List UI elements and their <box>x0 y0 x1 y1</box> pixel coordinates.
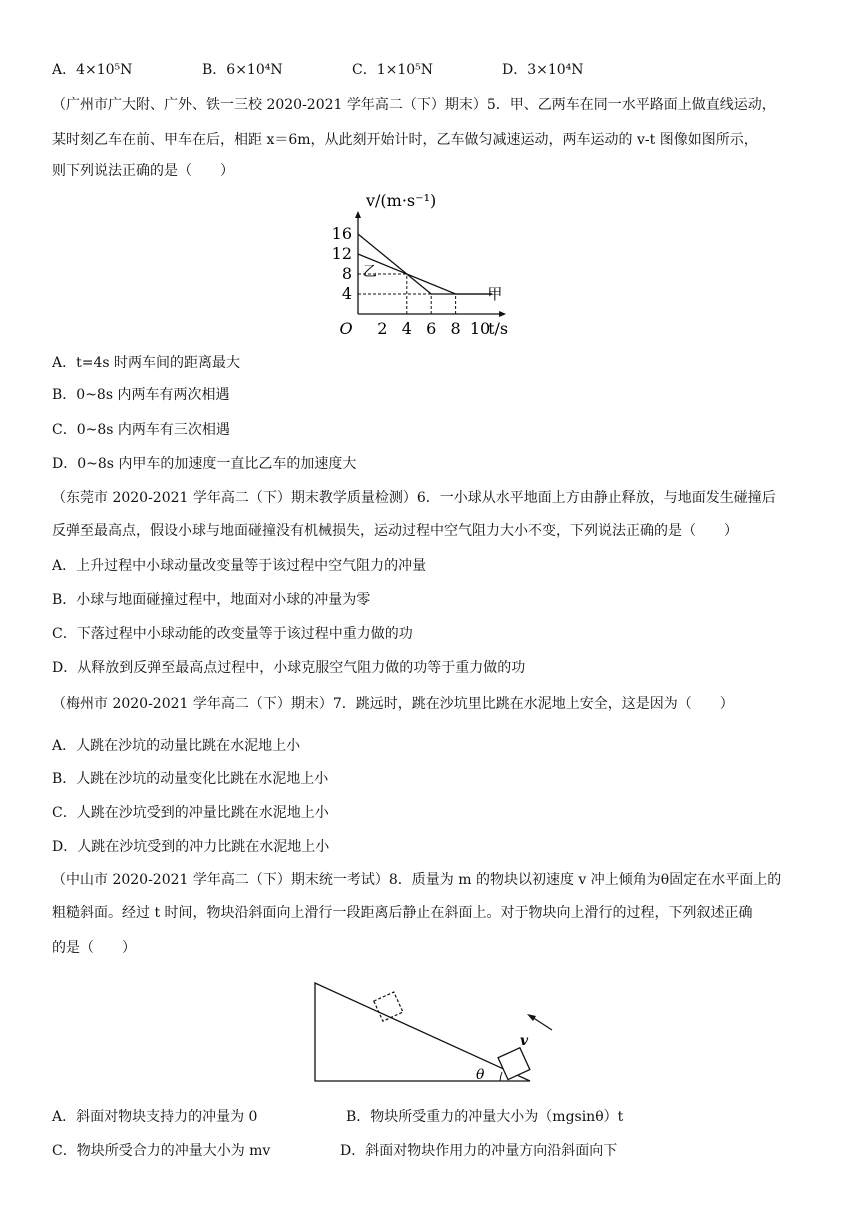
q5-option-c: C．0~8s 内两车有三次相遇 <box>52 422 230 438</box>
q5-option-a: A．t=4s 时两车间的距离最大 <box>52 355 241 371</box>
velocity-label: v <box>520 1033 529 1049</box>
y-tick-label-1: 8 <box>341 264 352 283</box>
q5-stem-line-2: 某时刻乙车在前、甲车在后，相距 x＝6m，从此刻开始计时，乙车做匀减速运动，两车运动的 v-t 图像如图所示， <box>52 132 758 148</box>
q8-option-c: C．物块所受合力的冲量大小为 mv <box>52 1143 271 1159</box>
incline-diagram <box>300 975 570 1090</box>
incline-triangle <box>315 983 530 1081</box>
x-tick-label-2: 6 <box>426 319 437 338</box>
series-label-jia: 甲 <box>487 285 503 303</box>
q7-option-d: D．人跳在沙坑受到的冲力比跳在水泥地上小 <box>52 839 330 855</box>
q7-option-a: A．人跳在沙坑的动量比跳在水泥地上小 <box>52 738 301 754</box>
x-tick-label-4: 10 <box>469 319 491 338</box>
velocity-arrowhead-icon <box>527 1014 536 1021</box>
y-tick-label-0: 4 <box>341 284 352 303</box>
q4-option-c: C．1×10⁵N <box>352 62 434 78</box>
q6-stem-line-2: 反弹至最高点，假设小球与地面碰撞没有机械损失，运动过程中空气阻力大小不变，下列说法正确的是（ ） <box>52 523 738 539</box>
q7-option-c: C．人跳在沙坑受到的冲量比跳在水泥地上小 <box>52 805 329 821</box>
q5-option-d: D．0~8s 内甲车的加速度一直比乙车的加速度大 <box>52 456 357 472</box>
vt-graph <box>330 185 530 350</box>
x-axis-label: t/s <box>488 319 509 338</box>
sliding-block <box>498 1048 530 1080</box>
q4-option-d: D．3×10⁴N <box>502 62 584 78</box>
q6-stem-line-1: （东莞市 2020-2021 学年高二（下）期末教学质量检测）6．一小球从水平地面上方由静止释放，与地面发生碰撞后 <box>52 490 776 506</box>
angle-arc <box>500 1072 502 1081</box>
y-tick-label-2: 12 <box>331 244 352 263</box>
q6-option-b: B．小球与地面碰撞过程中，地面对小球的冲量为零 <box>52 592 371 608</box>
q6-option-a: A．上升过程中小球动量改变量等于该过程中空气阻力的冲量 <box>52 558 427 574</box>
origin-label: O <box>339 319 353 338</box>
angle-label: θ <box>476 1067 485 1083</box>
y-axis-arrow-icon <box>355 211 361 218</box>
x-tick-label-1: 4 <box>401 319 412 338</box>
x-tick-label-0: 2 <box>377 319 388 338</box>
q8-stem-line-3: 的是（ ） <box>52 940 136 956</box>
velocity-arrow <box>532 1017 552 1030</box>
x-axis-arrow-icon <box>499 311 506 317</box>
q5-option-b: B．0~8s 内两车有两次相遇 <box>52 387 230 403</box>
q4-option-b: B．6×10⁴N <box>202 62 283 78</box>
series-label-yi: 乙 <box>362 264 377 280</box>
x-tick-label-3: 8 <box>450 319 461 338</box>
q8-option-d: D．斜面对物块作用力的冲量方向沿斜面向下 <box>340 1143 618 1159</box>
q6-option-c: C．下落过程中小球动能的改变量等于该过程中重力做的功 <box>52 626 413 642</box>
q7-option-b: B．人跳在沙坑的动量变化比跳在水泥地上小 <box>52 771 329 787</box>
q8-stem-line-1: （中山市 2020-2021 学年高二（下）期末统一考试）8．质量为 m 的物块以初速度 v 冲上倾角为θ固定在水平面上的 <box>52 872 782 888</box>
series-line-0 <box>358 234 492 294</box>
q8-option-b: B．物块所受重力的冲量大小为（mgsinθ）t <box>346 1109 624 1125</box>
y-axis-label: v/(m·s⁻¹) <box>366 191 437 210</box>
q7-stem: （梅州市 2020-2021 学年高二（下）期末）7．跳远时，跳在沙坑里比跳在水泥地上安全，这是因为（ ） <box>52 696 734 712</box>
q5-stem-line-3: 则下列说法正确的是（ ） <box>52 163 234 179</box>
q8-option-a: A．斜面对物块支持力的冲量为 0 <box>52 1109 258 1125</box>
q6-option-d: D．从释放到反弹至最高点过程中，小球克服空气阻力做的功等于重力做的功 <box>52 660 526 676</box>
q4-option-a: A．4×10⁵N <box>52 62 133 78</box>
q8-stem-line-2: 粗糙斜面。经过 t 时间，物块沿斜面向上滑行一段距离后静止在斜面上。对于物块向上滑行的过程，下列叙述正确 <box>52 905 753 921</box>
y-tick-label-3: 16 <box>331 224 352 243</box>
q5-stem-line-1: （广州市广大附、广外、铁一三校 2020-2021 学年高二（下）期末）5．甲、乙两车在同一水平路面上做直线运动， <box>52 97 776 113</box>
